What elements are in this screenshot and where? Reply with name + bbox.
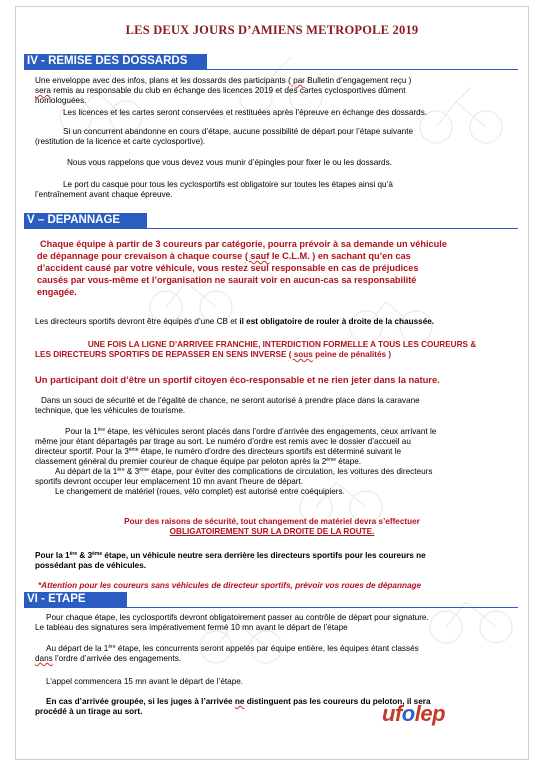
paragraph: l’entraînement avant chaque épreuve. bbox=[35, 190, 173, 199]
paragraph: Nous vous rappelons que vous devez vous munir d’épingles pour fixer le ou les dossards. bbox=[67, 158, 392, 167]
section-heading-etape: VI - ETAPE bbox=[24, 592, 127, 607]
paragraph: Le tableau des signatures sera impérativement fermé 10 mn avant le départ de l’étape bbox=[35, 623, 348, 632]
paragraph: Chaque équipe à partir de 3 coureurs par catégorie, pourra prévoir à sa demande un véhicule bbox=[40, 239, 447, 249]
paragraph: Une enveloppe avec des infos, plans et les dossards des participants ( par Bulletin d’engagement reçu ) bbox=[35, 76, 412, 85]
paragraph: (restitution de la licence et carte cyclosportive). bbox=[35, 137, 206, 146]
paragraph: classement général du premier coureur de chaque équipe par peloton après la 2ème étape. bbox=[35, 457, 362, 466]
paragraph: Au départ de la 1ère étape, les concurrents seront appelés par équipe entière, les équipes étant classés bbox=[46, 644, 419, 653]
paragraph: engagée. bbox=[37, 287, 77, 297]
paragraph: de dépannage pour crevaison à chaque course ( sauf le C.L.M. ) en sachant qu’en cas bbox=[37, 251, 411, 261]
paragraph: Pour des raisons de sécurité, tout changement de matériel devra s’effectuer bbox=[124, 517, 420, 526]
paragraph: Pour chaque étape, les cyclosportifs devront obligatoirement passer au contrôle de départ pour signature. bbox=[46, 613, 429, 622]
paragraph: LES DIRECTEURS SPORTIFS DE REPASSER EN SENS INVERSE ( sous peine de pénalités ) bbox=[35, 350, 392, 359]
section-heading-remise-dossards: IV - REMISE DES DOSSARDS bbox=[24, 54, 207, 69]
paragraph: dans l’ordre d’arrivée des engagements. bbox=[35, 654, 182, 663]
paragraph: possédant pas de véhicules. bbox=[35, 561, 147, 570]
paragraph: technique, que les véhicules de tourisme. bbox=[35, 406, 186, 415]
paragraph: Les directeurs sportifs devront être équipés d’une CB et il est obligatoire de rouler à droite de la chaussée. bbox=[35, 317, 435, 326]
paragraph: OBLIGATOIREMENT SUR LA DROITE DE LA ROUTE. bbox=[169, 527, 375, 536]
paragraph: Le port du casque pour tous les cyclosportifs est obligatoire sur toutes les étapes ainsi qu’à bbox=[63, 180, 393, 189]
paragraph: sera remis au responsable du club en échange des licences 2019 et des cartes cyclosportives dûment bbox=[35, 86, 406, 95]
paragraph: En cas d’arrivée groupée, si les juges à l’arrivée ne distinguent pas les coureurs du peloton, il sera bbox=[46, 697, 431, 706]
paragraph: *Attention pour les coureurs sans véhicules de directeur sportifs, prévoir vos roues de dépannage bbox=[38, 581, 422, 590]
paragraph: Le changement de matériel (roues, vélo complet) est autorisé entre coéquipiers. bbox=[55, 487, 345, 496]
paragraph: Au départ de la 1ère & 3ème étape, pour éviter des complications de circulation, les voitures des directeurs bbox=[55, 467, 433, 476]
paragraph: sportifs devront occuper leur emplacement 10 mn avant l’heure de départ. bbox=[35, 477, 304, 486]
paragraph: Un participant doit d’être un sportif citoyen éco-responsable et ne rien jeter dans la nature. bbox=[35, 374, 440, 385]
paragraph: Si un concurrent abandonne en cours d’étape, aucune possibilité de départ pour l’étape suivante bbox=[63, 127, 414, 136]
paragraph: Dans un souci de sécurité et de l’égalité de chance, ne seront autorisé à prendre place dans la caravane bbox=[41, 396, 420, 405]
paragraph: Pour la 1ère & 3ème étape, un véhicule neutre sera derrière les directeurs sportifs pour les coureurs ne bbox=[35, 551, 426, 560]
paragraph: procédé à un tirage au sort. bbox=[35, 707, 143, 716]
paragraph: L’appel commencera 15 mn avant le départ de l’étape. bbox=[46, 677, 244, 686]
section-divider bbox=[24, 69, 518, 70]
page-title: LES DEUX JOURS D’AMIENS METROPOLE 2019 bbox=[125, 23, 419, 37]
paragraph: directeur sportif. Pour la 3ème étape, le numéro d’ordre des directeurs sportifs est déterminé suivant le bbox=[35, 447, 402, 456]
section-divider bbox=[24, 228, 518, 229]
paragraph: Pour la 1ère étape, les véhicules seront placés dans l’ordre d’arrivée des engagements, ceux arrivant le bbox=[65, 427, 437, 436]
document-page bbox=[15, 6, 529, 760]
paragraph: même jour étant départagés par tirage au sort. Le numéro d’ordre est remis avec le dossier d’accueil au bbox=[35, 437, 411, 446]
ufolep-logo: ufolep bbox=[382, 701, 446, 726]
section-divider bbox=[24, 607, 518, 608]
paragraph: causés par vous-même et l’organisation ne saurait voir en aucun-cas sa responsabilité bbox=[37, 275, 417, 285]
paragraph: homologuées. bbox=[35, 96, 87, 105]
paragraph: Les licences et les cartes seront conservées et restituées après l’épreuve en échange des dossards. bbox=[63, 108, 428, 117]
section-heading-depannage: V – DEPANNAGE bbox=[24, 213, 147, 228]
paragraph: UNE FOIS LA LIGNE D’ARRIVEE FRANCHIE, INTERDICTION FORMELLE A TOUS LES COUREURS & bbox=[87, 340, 477, 349]
paragraph: d’accident causé par votre véhicule, vous restez seul responsable en cas de préjudices bbox=[37, 263, 419, 273]
